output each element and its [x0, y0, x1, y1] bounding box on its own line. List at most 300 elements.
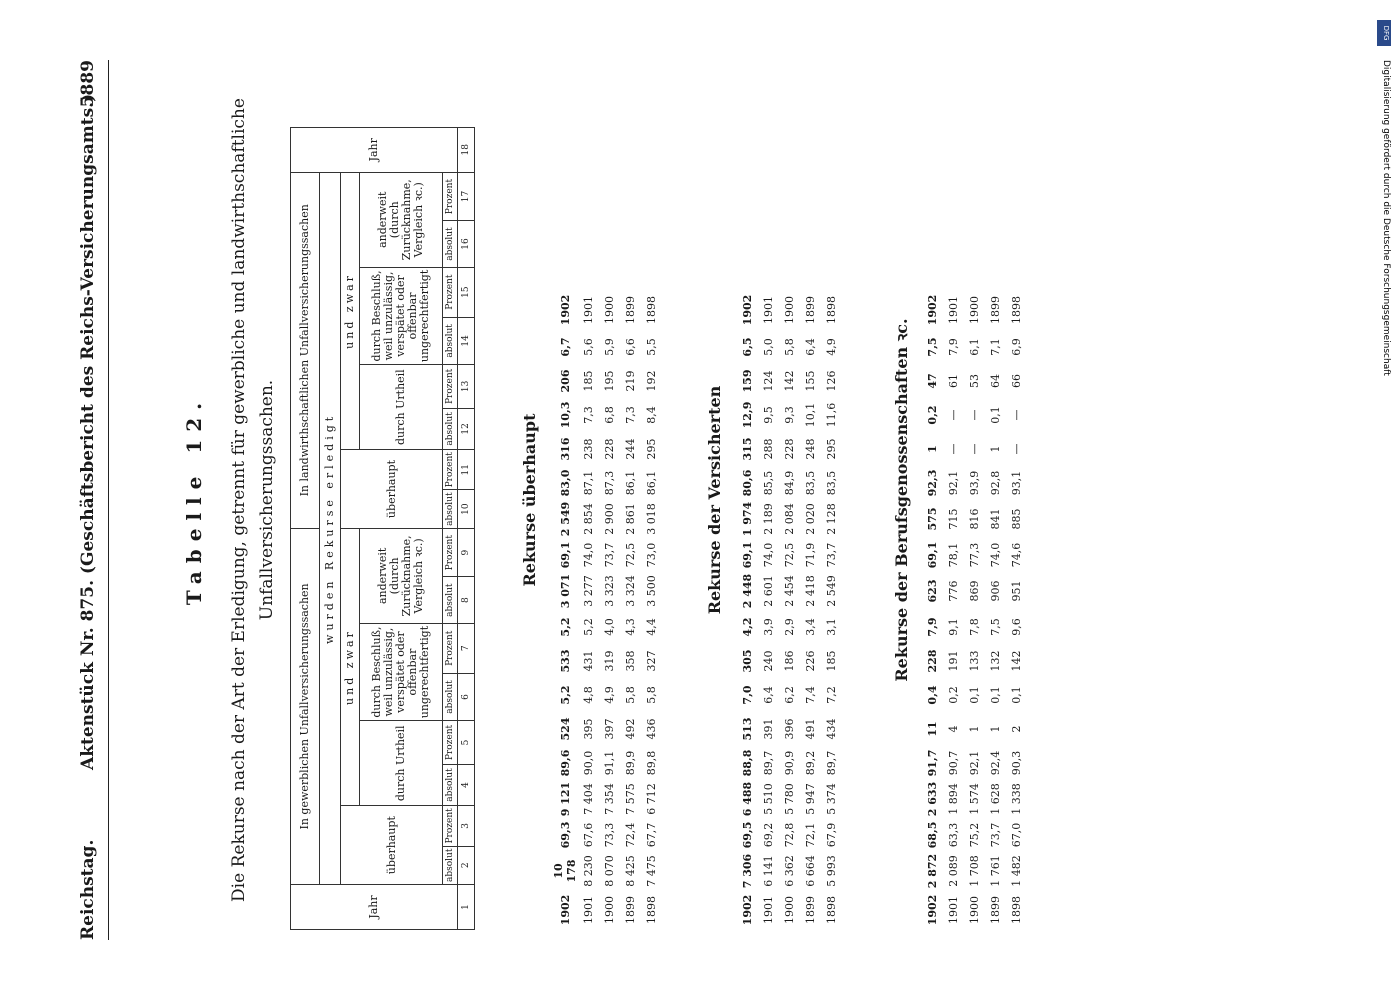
- table-cell: 491: [804, 718, 817, 740]
- table-cell: 93,1: [1010, 470, 1023, 496]
- unit-row: absolut Prozent absolut Prozent absolut Prozent absolut Prozent absolut Prozent absolut Prozent absolut Prozent absolut Prozent: [443, 127, 458, 929]
- table-cell: 7,2: [825, 686, 838, 704]
- table-cell: —: [947, 443, 960, 455]
- table-row: [821, 290, 842, 930]
- table-cell: 124: [762, 370, 775, 392]
- table-cell: 869: [968, 580, 981, 602]
- table-cell: 1902: [741, 294, 754, 326]
- table-cell: 1899: [804, 896, 817, 924]
- table-cell: 133: [968, 650, 981, 672]
- table-cell: 71,9: [804, 542, 817, 568]
- table-cell: 4,9: [825, 338, 838, 356]
- table-cell: 315: [741, 437, 754, 461]
- table-cell: 951: [1010, 580, 1023, 602]
- table-cell: 6,4: [804, 338, 817, 356]
- table-cell: 1 482: [1010, 855, 1023, 887]
- table-cell: 3,9: [762, 618, 775, 636]
- table-cell: 2 189: [762, 503, 775, 535]
- table-cell: 6,2: [783, 686, 796, 704]
- table-cell: 89,7: [762, 750, 775, 776]
- table-cell: 2 633: [926, 781, 939, 817]
- table-cell: 2 454: [783, 575, 796, 607]
- table-cell: 92,3: [926, 469, 939, 497]
- table-row: [552, 290, 578, 930]
- table-cell: 155: [804, 370, 817, 392]
- table-cell: 3 500: [645, 575, 658, 607]
- table-cell: 7,4: [804, 686, 817, 704]
- table-cell: 0,1: [1010, 686, 1023, 704]
- table-cell: 195: [603, 370, 616, 392]
- table-cell: 391: [762, 718, 775, 740]
- table-cell: 10 178: [552, 859, 578, 883]
- svg-text:Digitalisierung gefördert durc: Digitalisierung gefördert durch die Deutsche Forschungsgemeinschaft: [1381, 60, 1391, 376]
- table-cell: 7,1: [989, 338, 1002, 356]
- table-row: [985, 290, 1006, 930]
- table-cell: 1898: [825, 296, 838, 324]
- table-cell: 1: [926, 445, 939, 453]
- table-cell: 72,1: [804, 822, 817, 848]
- column-number: 5: [458, 721, 475, 764]
- table-cell: 396: [783, 718, 796, 740]
- table-cell: 533: [558, 649, 572, 673]
- table-cell: 74,0: [762, 542, 775, 568]
- table-cell: 3 324: [624, 575, 637, 607]
- table-cell: 1900: [603, 896, 616, 924]
- watermark: [1377, 20, 1391, 980]
- table-cell: 575: [926, 507, 939, 531]
- table-cell: 7 354: [603, 783, 616, 815]
- table-cell: 61: [947, 374, 960, 388]
- column-number: 6: [458, 673, 475, 721]
- table-cell: 159: [741, 369, 754, 393]
- table-cell: 9,6: [1010, 618, 1023, 636]
- table-cell: 4,4: [645, 618, 658, 636]
- table-row: [641, 290, 662, 930]
- h-urtheil-1: durch Urtheil: [360, 721, 443, 806]
- table-cell: 2 549: [558, 501, 572, 537]
- column-number: 17: [458, 172, 475, 221]
- table-cell: 1: [989, 445, 1002, 453]
- table-cell: 3,1: [825, 618, 838, 636]
- table-cell: 7,8: [968, 618, 981, 636]
- table-cell: 2 020: [804, 503, 817, 535]
- table-cell: 1899: [804, 296, 817, 324]
- table-cell: 85,5: [762, 470, 775, 496]
- table-cell: 93,9: [968, 470, 981, 496]
- table-row: [599, 290, 620, 930]
- svg-text:DFG: DFG: [1382, 25, 1390, 41]
- table-cell: 84,9: [783, 470, 796, 496]
- table-cell: 3,4: [804, 618, 817, 636]
- table-cell: 1898: [825, 896, 838, 924]
- column-number: 7: [458, 623, 475, 673]
- col-jahr: Jahr: [291, 885, 458, 930]
- table-cell: 86,1: [645, 470, 658, 496]
- table-cell: 4: [947, 725, 960, 733]
- table-cell: 4,9: [603, 686, 616, 704]
- table-cell: 7 404: [582, 783, 595, 815]
- table-cell: 327: [645, 650, 658, 672]
- table-cell: 5,8: [783, 338, 796, 356]
- table-cell: 5,8: [645, 686, 658, 704]
- table-cell: 6 488: [741, 781, 754, 817]
- table-cell: 67,9: [825, 822, 838, 848]
- table-cell: 0,2: [947, 686, 960, 704]
- column-number: 3: [458, 806, 475, 846]
- table-cell: 2 089: [947, 855, 960, 887]
- table-cell: 1 974: [741, 501, 754, 537]
- table-cell: 2,9: [783, 618, 796, 636]
- table-cell: 0,1: [989, 686, 1002, 704]
- section-title: Rekurse der Berufsgenossenschaften ꝛc.: [892, 318, 911, 682]
- table-cell: —: [947, 409, 960, 421]
- table-cell: 72,5: [783, 542, 796, 568]
- table-cell: 1900: [603, 296, 616, 324]
- table-cell: 395: [582, 718, 595, 740]
- table-cell: 69,2: [762, 822, 775, 848]
- table-cell: 91,7: [926, 749, 939, 777]
- table-cell: 1898: [1010, 896, 1023, 924]
- table-cell: 5,0: [762, 338, 775, 356]
- table-cell: 6,6: [624, 338, 637, 356]
- table-cell: 47: [926, 373, 939, 389]
- table-cell: 288: [762, 438, 775, 460]
- section-title: Rekurse überhaupt: [520, 413, 539, 587]
- table-cell: 74,0: [989, 542, 1002, 568]
- page-number: 5889: [78, 60, 98, 108]
- table-cell: 6 362: [783, 855, 796, 887]
- h-ueberhaupt-2: überhaupt: [341, 450, 443, 529]
- table-cell: 126: [825, 370, 838, 392]
- header-center: Aktenstück Nr. 875. (Geschäftsbericht des Reichs-Versicherungsamts.): [78, 93, 98, 770]
- table-cell: 492: [624, 718, 637, 740]
- table-cell: 74,6: [1010, 542, 1023, 568]
- table-cell: 1: [989, 725, 1002, 733]
- table-cell: 66: [1010, 374, 1023, 388]
- table-cell: 1901: [947, 296, 960, 324]
- table-cell: 8 070: [603, 855, 616, 887]
- table-cell: 7 475: [645, 855, 658, 887]
- h-ueberhaupt-1: überhaupt: [341, 806, 443, 885]
- table-cell: 206: [558, 369, 572, 393]
- column-number: 9: [458, 528, 475, 577]
- table-cell: 5 374: [825, 783, 838, 815]
- table-cell: 248: [804, 438, 817, 460]
- table-cell: 69,5: [741, 821, 754, 849]
- section-table: [922, 290, 1027, 930]
- table-cell: 358: [624, 650, 637, 672]
- table-cell: 1 761: [989, 855, 1002, 887]
- table-cell: 186: [783, 650, 796, 672]
- table-cell: 7,3: [624, 406, 637, 424]
- table-row: [943, 290, 964, 930]
- table-cell: 89,2: [804, 750, 817, 776]
- column-number-row: [458, 127, 475, 929]
- table-cell: 87,3: [603, 470, 616, 496]
- table-title: Tabelle 12.: [182, 394, 206, 606]
- table-cell: 5,5: [645, 338, 658, 356]
- table-cell: 11,6: [825, 402, 838, 428]
- table-cell: 185: [582, 370, 595, 392]
- table-cell: 244: [624, 438, 637, 460]
- section-table: [737, 290, 842, 930]
- table-cell: 1 628: [989, 783, 1002, 815]
- table-cell: 1898: [1010, 296, 1023, 324]
- table-cell: 72,8: [783, 822, 796, 848]
- table-cell: 9,5: [762, 406, 775, 424]
- table-cell: 5 510: [762, 783, 775, 815]
- table-cell: 431: [582, 650, 595, 672]
- h-anderweit-1: anderweit (durch Zurücknahme, Vergleich ꝛc.): [360, 528, 443, 623]
- table-cell: 1902: [926, 294, 939, 326]
- table-cell: 0,4: [926, 685, 939, 705]
- table-cell: 2 418: [804, 575, 817, 607]
- table-cell: 77,3: [968, 542, 981, 568]
- table-cell: 1898: [645, 896, 658, 924]
- table-cell: 1900: [783, 296, 796, 324]
- table-cell: 83,5: [804, 470, 817, 496]
- table-cell: 88,8: [741, 749, 754, 777]
- table-cell: 906: [989, 580, 1002, 602]
- table-cell: 6 664: [804, 855, 817, 887]
- table-cell: 0,2: [926, 405, 939, 425]
- table-cell: 397: [603, 718, 616, 740]
- table-row: [964, 290, 985, 930]
- table-cell: 5,9: [603, 338, 616, 356]
- table-cell: 191: [947, 650, 960, 672]
- table-cell: 7 306: [741, 853, 754, 889]
- table-cell: 7,5: [926, 337, 939, 357]
- table-cell: 5,2: [582, 618, 595, 636]
- table-cell: 12,9: [741, 401, 754, 429]
- column-number: 13: [458, 365, 475, 408]
- table-cell: 1901: [947, 896, 960, 924]
- table-cell: 2 128: [825, 503, 838, 535]
- table-cell: 1901: [762, 896, 775, 924]
- table-cell: 90,7: [947, 750, 960, 776]
- table-row: [779, 290, 800, 930]
- column-number: 12: [458, 408, 475, 450]
- table-cell: —: [968, 409, 981, 421]
- table-cell: 192: [645, 370, 658, 392]
- table-cell: 2: [1010, 725, 1023, 733]
- table-row: [800, 290, 821, 930]
- h-beschluss-1: durch Beschluß, weil unzulässig, verspätet oder offenbar ungerechtfertigt: [360, 623, 443, 720]
- table-cell: 715: [947, 508, 960, 530]
- table-cell: 1899: [624, 296, 637, 324]
- group-gewerblich: In gewerblichen Unfallversicherungssachen: [291, 528, 320, 884]
- table-cell: 623: [926, 579, 939, 603]
- table-cell: 240: [762, 650, 775, 672]
- table-cell: 1 894: [947, 783, 960, 815]
- table-cell: 219: [624, 370, 637, 392]
- table-row: [737, 290, 758, 930]
- table-cell: 73,7: [825, 542, 838, 568]
- table-cell: 7 575: [624, 783, 637, 815]
- table-cell: 185: [825, 650, 838, 672]
- table-cell: 3 323: [603, 575, 616, 607]
- table-cell: 1 338: [1010, 783, 1023, 815]
- table-cell: 2 861: [624, 503, 637, 535]
- table-cell: 2 872: [926, 853, 939, 889]
- table-cell: 6 141: [762, 855, 775, 887]
- table-cell: 434: [825, 718, 838, 740]
- table-subtitle: Die Rekurse nach der Art der Erledigung, getrennt für gewerbliche und landwirthschaftliche Unfallversicherungssachen.: [229, 98, 277, 902]
- table-cell: 228: [783, 438, 796, 460]
- table-row: [620, 290, 641, 930]
- table-cell: 226: [804, 650, 817, 672]
- table-cell: 5,2: [558, 685, 572, 705]
- table-cell: 67,0: [1010, 822, 1023, 848]
- table-cell: 3 277: [582, 575, 595, 607]
- table-cell: 1901: [582, 296, 595, 324]
- table-cell: 92,8: [989, 470, 1002, 496]
- table-cell: 63,3: [947, 822, 960, 848]
- table-cell: 1: [968, 725, 981, 733]
- table-cell: 816: [968, 508, 981, 530]
- table-cell: 11: [926, 721, 939, 737]
- column-number: 11: [458, 450, 475, 490]
- column-number: 2: [458, 846, 475, 884]
- table-cell: 73,0: [645, 542, 658, 568]
- table-cell: 1898: [645, 296, 658, 324]
- table-cell: 89,8: [645, 750, 658, 776]
- table-cell: 69,1: [926, 541, 939, 569]
- table-cell: 4,2: [741, 617, 754, 637]
- table-cell: 0,1: [968, 686, 981, 704]
- table-cell: 91,1: [603, 750, 616, 776]
- h-urtheil-2: durch Urtheil: [360, 365, 443, 450]
- column-number: 16: [458, 221, 475, 267]
- table-cell: 72,4: [624, 822, 637, 848]
- table-cell: 92,1: [968, 750, 981, 776]
- table-header: [290, 127, 475, 930]
- table-cell: 6,9: [1010, 338, 1023, 356]
- table-cell: 69,1: [741, 541, 754, 569]
- table-cell: 1899: [624, 896, 637, 924]
- h-beschluss-2: durch Beschluß, weil unzulässig, verspätet oder offenbar ungerechtfertigt: [360, 267, 443, 364]
- table-cell: 7,0: [741, 685, 754, 705]
- table-cell: 524: [558, 717, 572, 741]
- table-cell: 1902: [926, 894, 939, 926]
- section-title: Rekurse der Versicherten: [705, 385, 724, 615]
- table-cell: 2 448: [741, 573, 754, 609]
- table-cell: 5 993: [825, 855, 838, 887]
- table-cell: 78,1: [947, 542, 960, 568]
- table-cell: 295: [825, 438, 838, 460]
- table-cell: 841: [989, 508, 1002, 530]
- table-cell: 9,3: [783, 406, 796, 424]
- table-cell: 305: [741, 649, 754, 673]
- table-cell: 1899: [989, 296, 1002, 324]
- table-cell: 8,4: [645, 406, 658, 424]
- table-cell: 5 780: [783, 783, 796, 815]
- table-cell: 1901: [762, 296, 775, 324]
- table-cell: 3 071: [558, 573, 572, 609]
- h-undzwar-1: und zwar: [341, 528, 360, 805]
- header-left: Reichstag.: [78, 839, 98, 940]
- table-cell: 10,1: [804, 402, 817, 428]
- table-cell: 89,6: [558, 749, 572, 777]
- table-cell: 7,9: [926, 617, 939, 637]
- column-number: 8: [458, 577, 475, 623]
- table-cell: 4,3: [624, 618, 637, 636]
- table-cell: 4,8: [582, 686, 595, 704]
- table-cell: 8 230: [582, 855, 595, 887]
- group-landwirtschaft: In landwirthschaftlichen Unfallversicherungssachen: [291, 172, 320, 528]
- table-cell: 5 947: [804, 783, 817, 815]
- column-number: 15: [458, 267, 475, 317]
- table-cell: 776: [947, 580, 960, 602]
- table-cell: 69,1: [558, 541, 572, 569]
- table-cell: 75,2: [968, 822, 981, 848]
- table-cell: 68,5: [926, 821, 939, 849]
- table-cell: 73,7: [989, 822, 1002, 848]
- wurden-erledigt: wurden Rekurse erledigt: [320, 172, 341, 884]
- table-cell: 69,3: [558, 821, 572, 849]
- table-cell: 1901: [582, 896, 595, 924]
- table-cell: 2 084: [783, 503, 796, 535]
- table-cell: 1902: [741, 894, 754, 926]
- table-cell: 89,7: [825, 750, 838, 776]
- table-cell: 64: [989, 374, 1002, 388]
- table-cell: 228: [603, 438, 616, 460]
- table-cell: 89,9: [624, 750, 637, 776]
- h-anderweit-2: anderweit (durch Zurücknahme, Vergleich ꝛc.): [360, 172, 443, 267]
- table-cell: 73,7: [603, 542, 616, 568]
- table-cell: 1900: [968, 896, 981, 924]
- table-cell: 7,5: [989, 618, 1002, 636]
- table-cell: 6,5: [741, 337, 754, 357]
- table-cell: 295: [645, 438, 658, 460]
- table-cell: 2 549: [825, 575, 838, 607]
- table-cell: 4,0: [603, 618, 616, 636]
- header-rule: [108, 60, 109, 940]
- table-cell: —: [1010, 409, 1023, 421]
- table-cell: 513: [741, 717, 754, 741]
- table-cell: 6,1: [968, 338, 981, 356]
- table-cell: 3 018: [645, 503, 658, 535]
- table-cell: 90,3: [1010, 750, 1023, 776]
- table-cell: 87,1: [582, 470, 595, 496]
- table-cell: 142: [1010, 650, 1023, 672]
- table-cell: 5,8: [624, 686, 637, 704]
- column-number: 14: [458, 317, 475, 365]
- table-cell: 67,6: [582, 822, 595, 848]
- table-cell: 53: [968, 374, 981, 388]
- table-cell: 319: [603, 650, 616, 672]
- table-cell: 228: [926, 649, 939, 673]
- table-cell: 10,3: [558, 401, 572, 429]
- table-cell: 885: [1010, 508, 1023, 530]
- table-cell: —: [968, 443, 981, 455]
- table-cell: 92,1: [947, 470, 960, 496]
- running-header: [78, 60, 108, 940]
- table-cell: 5,2: [558, 617, 572, 637]
- table-cell: 73,3: [603, 822, 616, 848]
- table-row: [578, 290, 599, 930]
- table-cell: 86,1: [624, 470, 637, 496]
- table-cell: 9 121: [558, 781, 572, 817]
- table-cell: 74,0: [582, 542, 595, 568]
- table-cell: 6 712: [645, 783, 658, 815]
- table-cell: 90,9: [783, 750, 796, 776]
- table-cell: 92,4: [989, 750, 1002, 776]
- table-cell: 7,9: [947, 338, 960, 356]
- table-cell: 6,7: [558, 337, 572, 357]
- table-cell: 1900: [783, 896, 796, 924]
- table-cell: 83,5: [825, 470, 838, 496]
